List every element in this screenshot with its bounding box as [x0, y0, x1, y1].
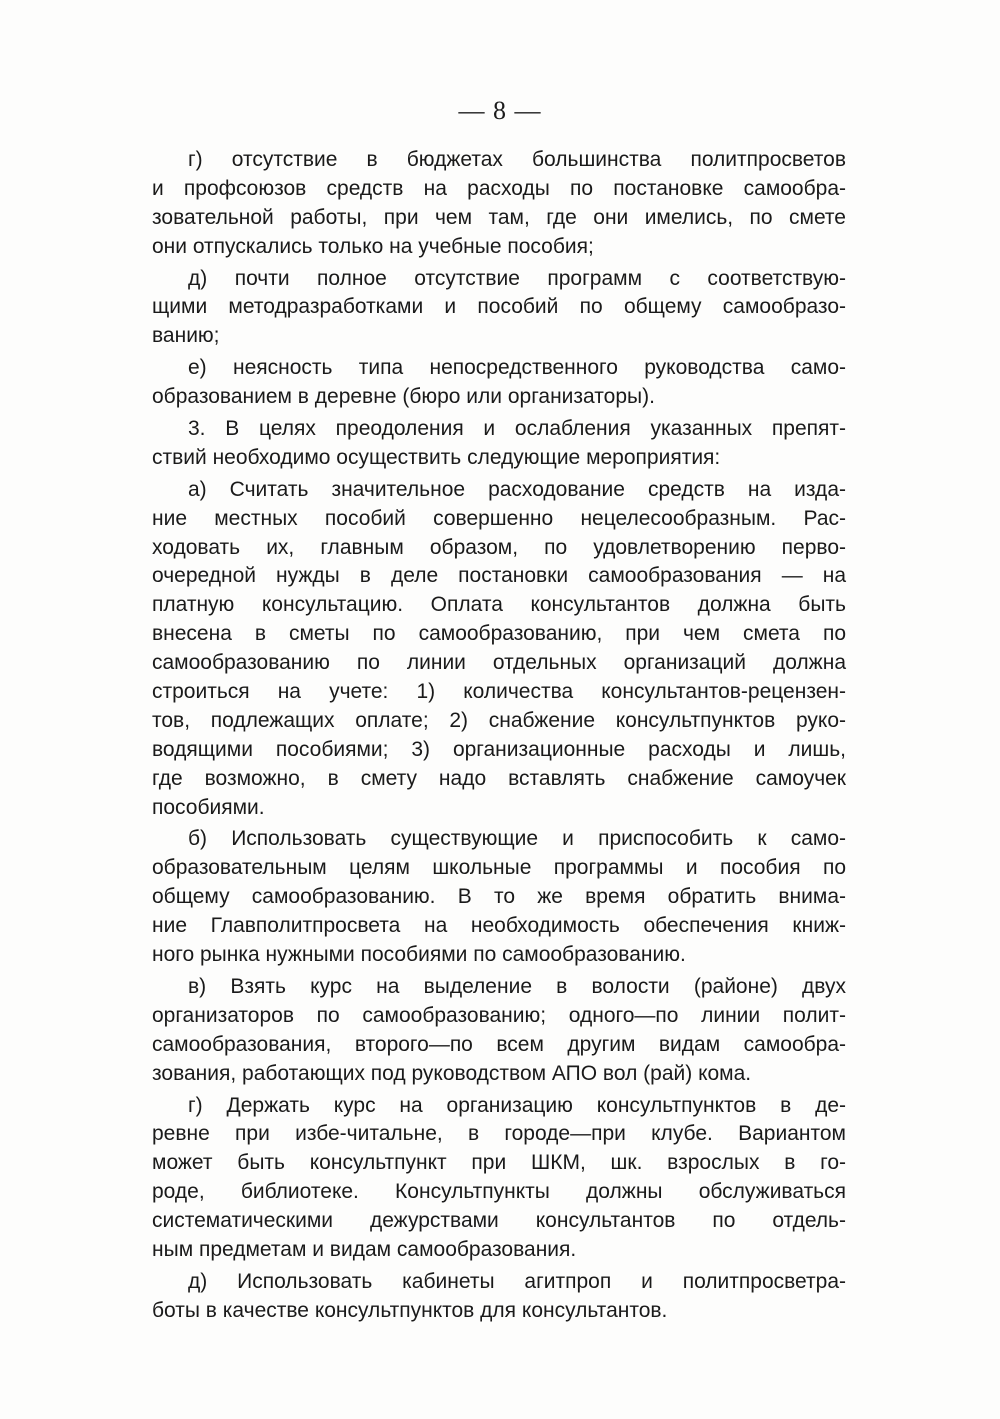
text-line: боты в качестве консультпунктов для консультантов. — [152, 1298, 668, 1322]
text-line: ствий необходимо осуществить следующие мероприятия: — [152, 445, 721, 469]
paragraph — [152, 825, 846, 969]
text-line: г) Держать курс на организацию консультпунктов в де- — [188, 1093, 846, 1117]
paragraph — [152, 415, 846, 473]
text-line: б) Использовать существующие и приспособить к само- — [188, 827, 846, 851]
text-line: самообразования, второго—по всем другим видам самообра- — [152, 1032, 846, 1056]
paragraph — [152, 354, 846, 412]
text-line: е) неясность типа непосредственного руководства само- — [188, 356, 846, 380]
text-line: а) Считать значительное расходование средств на изда- — [188, 477, 846, 501]
text-line: общему самообразованию. В то же время обратить внима- — [152, 885, 846, 909]
text-line: ного рынка нужными пособиями по самообразованию. — [152, 943, 686, 967]
text-line: образовательным целям школьные программы и пособия по — [152, 856, 846, 880]
paragraph — [152, 476, 846, 823]
text-line: платную консультацию. Оплата консультантов должна быть — [152, 593, 846, 617]
text-line: может быть консультпункт при ШКМ, шк. взрослых в го- — [152, 1151, 846, 1175]
text-line: самообразованию по линии отдельных организаций должна — [152, 651, 846, 675]
paragraph — [152, 1092, 846, 1265]
text-line: г) отсутствие в бюджетах большинства политпросветов — [188, 148, 846, 171]
paragraph — [152, 1268, 846, 1326]
paragraph — [152, 146, 846, 262]
text-line: где возможно, в смету надо вставлять снабжение самоучек — [152, 766, 846, 790]
text-line: водящими пособиями; 3) организационные расходы и лишь, — [152, 737, 846, 761]
text-line: щими методразработками и пособий по общему самообразо- — [152, 295, 846, 319]
text-line: 3. В целях преодоления и ослабления указанных препят- — [188, 417, 846, 441]
text-line: ние местных пособий совершенно нецелесообразным. Рас- — [152, 506, 846, 530]
text-line: ходовать их, главным образом, по удовлетворению перво- — [152, 535, 846, 559]
text-line: систематическими дежурствами консультантов по отдель- — [152, 1209, 846, 1233]
text-line: они отпускались только на учебные пособия; — [152, 234, 594, 258]
text-line: очередной нужды в деле постановки самообразования — на — [152, 564, 846, 588]
text-line: зования, работающих под руководством АПО вол (рай) кома. — [152, 1061, 752, 1085]
text-line: д) почти полное отсутствие программ с соответствую- — [188, 266, 846, 290]
text-line: ванию; — [152, 324, 220, 348]
page-number: — 8 — — [458, 96, 542, 125]
text-line: зовательной работы, при чем там, где они имелись, по смете — [152, 205, 846, 229]
text-line: в) Взять курс на выделение в волости (районе) двух — [188, 974, 846, 998]
text-line: строиться на учете: 1) количества консультантов-рецензен- — [152, 680, 846, 704]
text-line: организаторов по самообразованию; одного—по линии полит- — [152, 1003, 846, 1027]
text-line: ным предметам и видам самообразования. — [152, 1237, 577, 1261]
text-line: ние Главполитпросвета на необходимость обеспечения книж- — [152, 914, 846, 938]
paragraph — [152, 265, 846, 352]
text-line: внесена в сметы по самообразованию, при чем смета по — [152, 622, 846, 646]
text-line: пособиями. — [152, 795, 265, 819]
text-line: ревне при избе-читальне, в городе—при клубе. Вариантом — [152, 1122, 846, 1146]
text-line: д) Использовать кабинеты агитпроп и политпросветра- — [188, 1269, 846, 1293]
text-line: и профсоюзов средств на расходы по постановке самообра- — [152, 176, 846, 200]
text-line: роде, библиотеке. Консультпункты должны обслуживаться — [152, 1180, 846, 1204]
text-line: образованием в деревне (бюро или организаторы). — [152, 385, 655, 409]
body-text — [152, 146, 846, 1329]
paragraph — [152, 973, 846, 1089]
text-line: тов, подлежащих оплате; 2) снабжение консультпунктов руко- — [152, 708, 846, 732]
